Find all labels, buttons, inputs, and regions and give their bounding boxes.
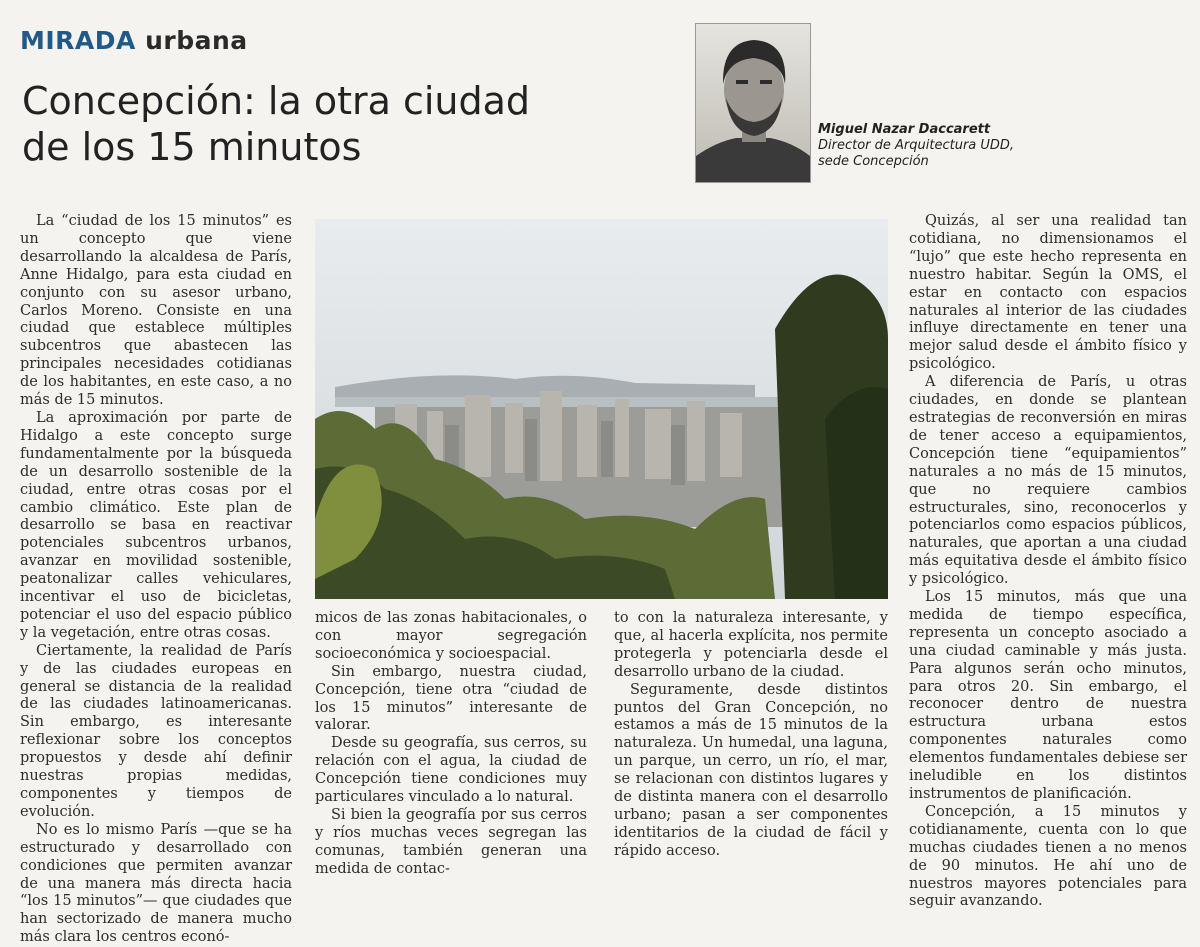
author-name: Miguel Nazar Daccarett (818, 122, 991, 137)
paragraph: La aproximación por parte de Hidalgo a este concepto surge fundamentalmente por la búsqueda de un desarrollo sostenible de la ciudad, entre otras cosas por el cambio climático. Este plan de desarrollo se basa en reactivar potenciales subcentros urbanos, avanzar en movilidad sostenible, peatonalizar calles vehiculares, incentivar el uso de bicicletas, potenciar el uso del espacio público y la vegetación, entre otras cosas. (20, 409, 292, 641)
paragraph: Si bien la geografía por sus cerros y ríos muchas veces segregan las comunas, también generan una medida de contac- (315, 806, 587, 877)
headline (22, 78, 682, 170)
section-label (20, 26, 248, 55)
paragraph: A diferencia de París, u otras ciudades, en donde se plantean estrategias de reconversión en miras de tener acceso a equipamientos, Concepción tiene “equipamientos” naturales a no más de 15 minutos, que no requiere cambios estructurales, sino, reconocerlos y potenciarlos como espacios públicos, naturales, que aportan a una ciudad más equitativa desde el ámbito físico y psicológico. (909, 374, 1187, 588)
article-column-1 (20, 213, 292, 947)
paragraph: Ciertamente, la realidad de París y de las ciudades europeas en general se distancia de la realidad de las ciudades latinoamericanas. Sin embargo, es interesante reflexionar sobre los conceptos propuestos y desde ahí definir nuestras propias medidas, componentes y tiempos de evolución. (20, 642, 292, 820)
author-portrait-illustration (696, 24, 810, 182)
paragraph: Sin embargo, nuestra ciudad, Concepción, tiene otra “ciudad de los 15 minutos” interesante de valorar. (315, 663, 587, 734)
paragraph: Desde su geografía, sus cerros, su relación con el agua, la ciudad de Concepción tiene condiciones muy particulares vinculado a lo natural. (315, 735, 587, 806)
paragraph: No es lo mismo París —que se ha estructurado y desarrollado con condiciones que permiten avanzar de una manera más directa hacia “los 15 minutos”— que ciudades que han sectorizado de manera mucho más clara los centros econó- (20, 821, 292, 946)
article-column-4 (909, 213, 1187, 911)
paragraph: Los 15 minutos, más que una medida de tiempo específica, representa un concepto asociado a una ciudad caminable y más justa. Para algunos serán ocho minutos, para otros 20. Sin embargo, el reconocer dentro de nuestra estructura urbana estos componentes naturales como elementos fundamentales debiese ser ineludible en los distintos instrumentos de planificación. (909, 589, 1187, 802)
paragraph: Seguramente, desde distintos puntos del Gran Concepción, no estamos a más de 15 minutos de la naturaleza. Un humedal, una laguna, un parque, un cerro, un río, el mar, se relacionan con distintos lugares y de distinta manera con el desarrollo urbano; pasan a ser componentes identitarios de la ciudad de fácil y rápido acceso. (614, 681, 888, 859)
paragraph: Concepción, a 15 minutos y cotidianamente, cuenta con lo que muchas ciudades tienen a no menos de 90 minutos. He ahí uno de nuestros mayores potenciales para seguir avanzando. (909, 803, 1187, 910)
author-byline (818, 122, 1058, 170)
concepcion-cityscape-illustration (315, 219, 888, 599)
headline-line-2: de los 15 minutos (22, 125, 362, 169)
paragraph: to con la naturaleza interesante, y que, al hacerla explícita, nos permite protegerla y potenciarla desde el desarrollo urbano de la ciudad. (614, 610, 888, 680)
author-role: Director de Arquitectura UDD, (818, 138, 1015, 153)
city-photo (315, 219, 888, 599)
paragraph: Quizás, al ser una realidad tan cotidiana, no dimensionamos el “lujo” que este hecho representa en nuestro habitar. Según la OMS, el estar en contacto con espacios naturales al interior de las ciudades influye directamente en tener una mejor salud desde el ámbito físico y psicológico. (909, 213, 1187, 373)
author-portrait (695, 23, 811, 183)
article-column-3 (614, 610, 888, 861)
section-label-mirada: MIRADA (20, 26, 136, 55)
paragraph: La “ciudad de los 15 minutos” es un concepto que viene desarrollando la alcaldesa de París, Anne Hidalgo, para esta ciudad en conjunto con su asesor urbano, Carlos Moreno. Consiste en una ciudad que establece múltiples subcentros que abastecen las principales necesidades cotidianas de los habitantes, en este caso, a no más de 15 minutos. (20, 213, 292, 409)
headline-line-1: Concepción: la otra ciudad (22, 79, 531, 123)
section-label-urbana: urbana (145, 26, 248, 55)
paragraph: micos de las zonas habitacionales, o con mayor segregación socioeconómica y socioespacial. (315, 610, 587, 662)
article-column-2 (315, 610, 587, 879)
author-affiliation: sede Concepción (818, 154, 929, 169)
